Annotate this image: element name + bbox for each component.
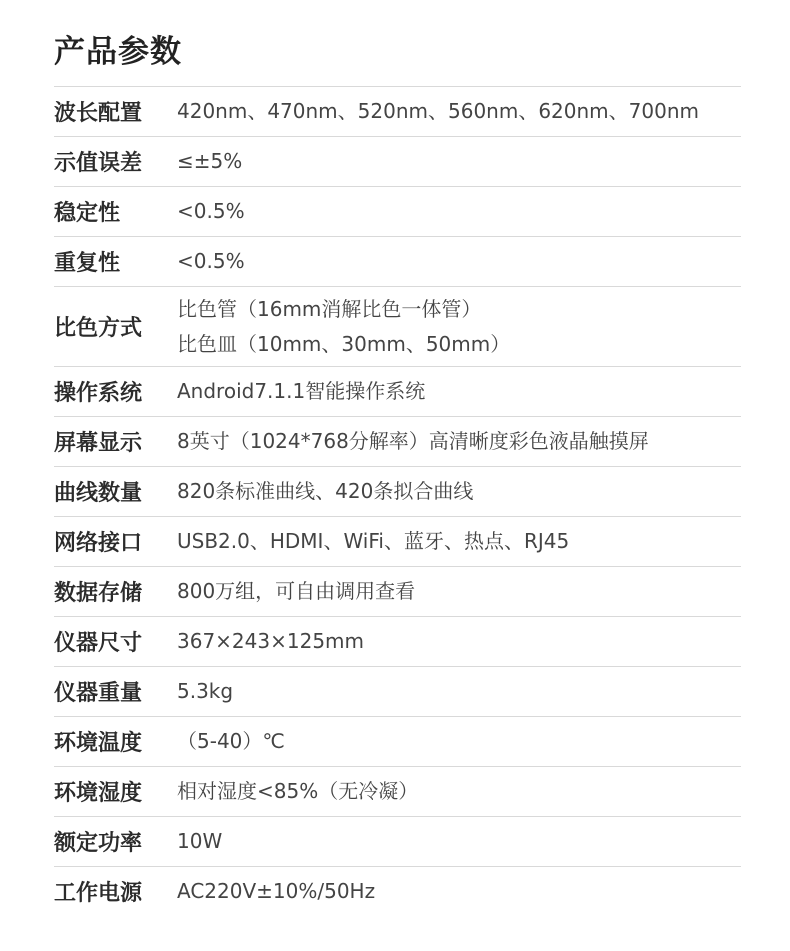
spec-value: <0.5% [177, 249, 245, 273]
spec-label: 稳定性 [54, 201, 121, 226]
spec-row [54, 186, 741, 236]
spec-value: 10W [177, 829, 223, 853]
spec-value: <0.5% [177, 199, 245, 223]
spec-label: 数据存储 [54, 581, 143, 606]
spec-value: 比色管（16mm消解比色一体管） 比色皿（10mm、30mm、50mm） [177, 296, 511, 356]
spec-value: 800万组，可自由调用查看 [177, 579, 416, 603]
spec-value: USB2.0、HDMI、WiFi、蓝牙、热点、RJ45 [177, 529, 570, 553]
page-title: 产品参数 [54, 34, 182, 70]
spec-value: 8英寸（1024*768分解率）高清晰度彩色液晶触摸屏 [177, 429, 649, 453]
spec-row [54, 766, 741, 816]
spec-label: 环境温度 [54, 731, 143, 756]
spec-row [54, 566, 741, 616]
spec-table [54, 86, 741, 916]
spec-row [54, 236, 741, 286]
spec-row [54, 86, 741, 136]
spec-label: 环境湿度 [54, 781, 143, 806]
spec-value: 820条标准曲线、420条拟合曲线 [177, 479, 474, 503]
spec-row [54, 666, 741, 716]
spec-row [54, 516, 741, 566]
spec-value: 367×243×125mm [177, 629, 365, 653]
spec-label: 重复性 [54, 251, 121, 276]
spec-label: 比色方式 [54, 316, 143, 341]
spec-label: 曲线数量 [54, 481, 143, 506]
spec-value: （5-40）℃ [177, 729, 285, 753]
spec-row [54, 716, 741, 766]
spec-row [54, 816, 741, 866]
spec-label: 屏幕显示 [54, 431, 143, 456]
spec-value: 相对湿度<85%（无冷凝） [177, 779, 419, 803]
spec-row [54, 366, 741, 416]
spec-label: 波长配置 [54, 101, 143, 126]
spec-label: 仪器尺寸 [54, 631, 143, 656]
spec-row [54, 136, 741, 186]
spec-row [54, 866, 741, 916]
spec-row [54, 416, 741, 466]
spec-value: ≤±5% [177, 149, 243, 173]
spec-label: 额定功率 [54, 831, 143, 856]
spec-row [54, 286, 741, 366]
spec-value: 5.3kg [177, 679, 234, 703]
spec-label: 操作系统 [54, 381, 143, 406]
spec-label: 工作电源 [54, 881, 143, 906]
spec-label: 仪器重量 [54, 681, 143, 706]
spec-value: Android7.1.1智能操作系统 [177, 379, 426, 403]
spec-value: 420nm、470nm、520nm、560nm、620nm、700nm [177, 99, 699, 123]
spec-row [54, 466, 741, 516]
spec-label: 示值误差 [54, 151, 143, 176]
spec-label: 网络接口 [54, 531, 143, 556]
spec-row [54, 616, 741, 666]
spec-value: AC220V±10%/50Hz [177, 879, 376, 903]
